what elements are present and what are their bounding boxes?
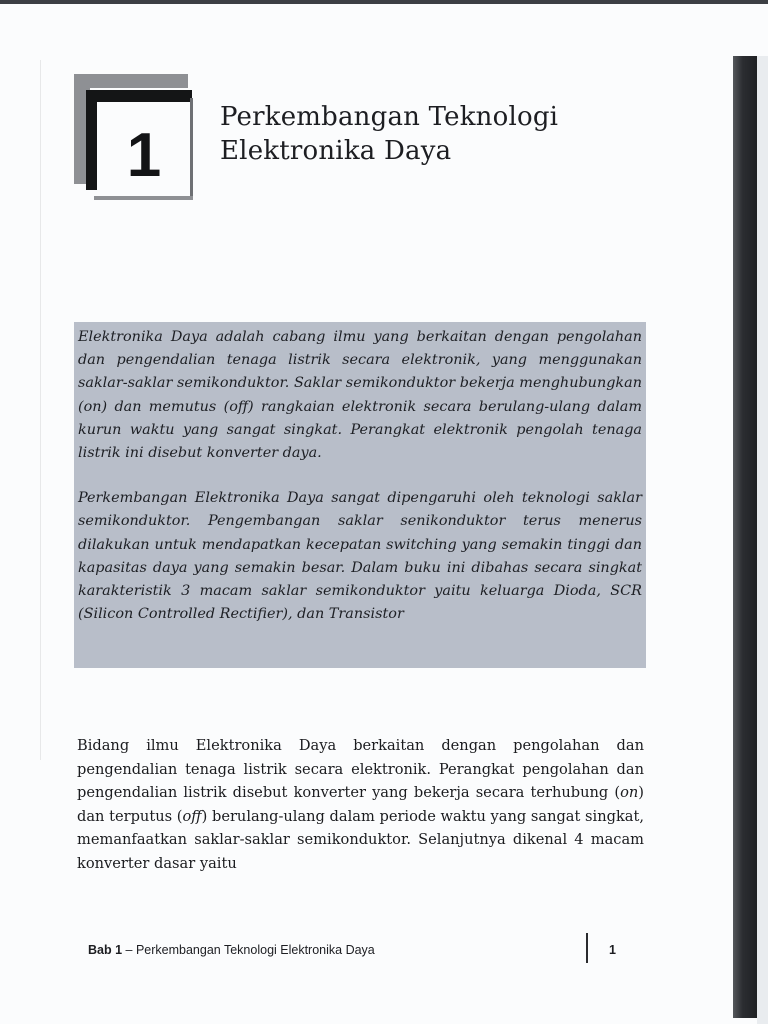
chapter-abstract-box [74,322,646,668]
footer-chapter-label: Bab 1 [88,943,123,957]
scan-top-edge [0,0,768,4]
abstract-paragraph-2: Perkembangan Elektronika Daya sangat dipengaruhi oleh teknologi saklar semikonduktor. Pengembangan saklar senikonduktor terus menerus dilakukan untuk mendapatkan kecepatan switching yang semakin tinggi dan kapasitas daya yang semakin besar. Dalam buku ini dibahas secara singkat karakteristik 3 macam saklar semikonduktor yaitu keluarga Dioda, SCR (Silicon Controlled Rectifier), dan Transistor [78,490,642,623]
footer-divider [586,933,588,963]
chapter-title [220,100,660,168]
chapter-title-line-1: Perkembangan Teknologi [220,102,559,132]
body-paragraph: Bidang ilmu Elektronika Daya berkaitan dengan pengolahan dan pengendalian tenaga listrik secara elektronik. Perangkat pengolahan dan pengendalian listrik disebut konverter yang bekerja secara terhubung (on) dan terputus (off) berulang-ulang dalam periode waktu yang sangat singkat, memanfaatkan saklar-saklar semikonduktor. Selanjutnya dikenal 4 macam konverter dasar yaitu [77,737,644,872]
chapter-number: 1 [126,121,162,190]
running-footer: Bab 1 – Perkembangan Teknologi Elektronika Daya [88,943,375,957]
chapter-number-box [74,74,204,204]
off-term: off [182,807,202,825]
on-term: on [620,784,639,802]
abstract-paragraph-1: Elektronika Daya adalah cabang ilmu yang berkaitan dengan pengolahan dan pengendalian tenaga listrik secara elektronik, yang menggunakan saklar-saklar semikonduktor. Saklar semikonduktor bekerja menghubungkan (on) dan memutus (off) rangkaian elektronik secara berulang-ulang dalam kurun waktu yang sangat singkat. Perangkat elektronik pengolah tenaga listrik ini disebut konverter daya. [78,329,642,462]
chapter-title-line-2: Elektronika Daya [220,136,452,166]
footer-chapter-title: Perkembangan Teknologi Elektronika Daya [135,943,375,957]
page-number: 1 [609,943,616,957]
scan-right-edge [757,56,768,1024]
scan-left-line [40,60,41,760]
scan-right-shadow [733,56,757,1018]
